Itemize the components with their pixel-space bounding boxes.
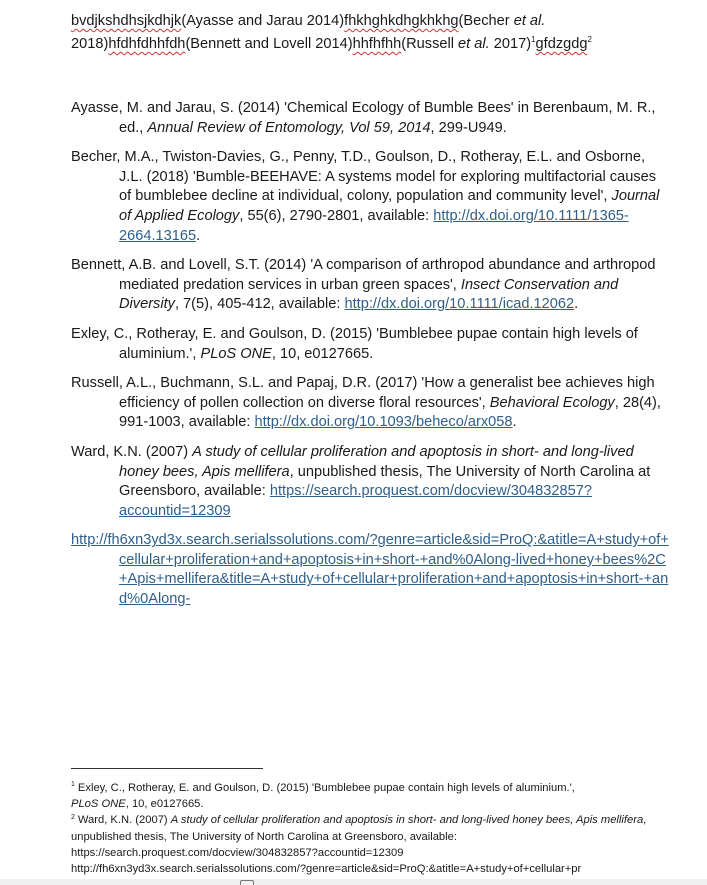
ref-text: . [196,227,201,244]
ref-text: Russell, A.L., Buchmann, S.L. and Papaj, D.R. (2017) 'How a generalist bee achieves high efficiency of pollen collection on diverse floral resources', [71,375,655,411]
footnote-text: , 10, e0127665. [125,798,204,811]
ref-text: , 55(6), 2790-2801, available: [239,207,434,224]
ref-source: Insect Conservation and Diversity [119,276,619,313]
footnote-ref[interactable]: 2 [587,35,592,45]
ref-source: PLoS ONE [200,345,272,362]
footnote-ref[interactable]: 1 [531,35,536,45]
footnote-2 [71,812,675,844]
footnote-source: A study of cellular proliferation and apoptosis in short- and long-lived honey bees, Apis mellifera [170,814,644,827]
citation: (Russell [401,36,459,52]
proquest-link[interactable]: https://search.proquest.com/docview/304832857?accountid=12309 [119,483,592,519]
footnote-2-url [71,861,675,877]
ref-text: , 10, e0127665. [271,345,374,362]
intext-line-1 [71,10,671,33]
footnote-text: Ward, K.N. (2007) [77,814,171,827]
ref-text: . [512,414,517,431]
footnote-url[interactable]: http://fh6xn3yd3x.search.serialssolutions.com/?genre=article&sid=ProQ:&atitle=A+study+of+cellular+pr [71,863,582,876]
intext-line-2 [71,33,671,56]
ref-text: , unpublished thesis, The University of North Carolina at Greensboro, available: [119,463,651,500]
ref-text: Ward, K.N. (2007) [71,443,193,460]
reference-entry [71,443,671,521]
reference-entry [71,531,671,609]
doi-link[interactable]: http://dx.doi.org/10.1093/beheco/arx058 [254,414,513,431]
document-page [71,10,671,620]
footnote-url[interactable]: https://search.proquest.com/docview/304832857?accountid=12309 [71,846,404,859]
serials-link[interactable]: http://fh6xn3yd3x.search.serialssolutions.com/?genre=article&sid=ProQ:&atitle=A+study+of+cellular+proliferation+and+apoptosis+in+short-+and%0Along-lived+honey+bees%2C+Apis+mellifera&title=A+study+of+cellular+proliferation+and+apoptosis+in+short-+and%0Along- [71,532,669,608]
footnotes [71,780,675,877]
citation-etal: et al. [513,13,546,29]
footnote-text: Exley, C., Rotheray, E. and Goulson, D. (2015) 'Bumblebee pupae contain high levels of aluminium.', [77,782,575,794]
citation-etal: et al. [458,36,490,52]
reference-entry [71,325,671,364]
misspelled-word[interactable]: bvdjkshdhsjkdhjk [71,13,182,29]
misspelled-word[interactable]: fhkhghkdhgkhkhg [344,13,459,29]
citation: 2018) [71,36,109,52]
citation: (Becher [458,13,514,29]
misspelled-word[interactable]: hfdhfdhhfdh [108,36,186,52]
reference-entry [71,99,671,138]
ref-text: . [574,296,579,313]
footnote-number: 1 [71,781,75,789]
doi-link[interactable]: http://dx.doi.org/10.1111/1365-2664.13165 [119,207,629,244]
doi-link[interactable]: http://dx.doi.org/10.1111/icad.12062 [344,296,575,313]
ref-text: , 28(4), 991-1003, available: [119,394,661,431]
paste-options-icon[interactable] [240,880,254,885]
ref-text: Ayasse, M. and Jarau, S. (2014) 'Chemical Ecology of Bumble Bees' in Berenbaum, M. R., ed., [71,100,656,136]
ref-text: Becher, M.A., Twiston-Davies, G., Penny, T.D., Goulson, D., Rotheray, E.L. and Osborne, J.L. (2018) 'Bumble-BEEHAVE: A systems model for exploring multifactorial causes of bumblebee decline at individual, colony, population and community level', [71,149,657,205]
footnote-2-url [71,845,675,861]
misspelled-word[interactable]: gfdzgdg [535,36,588,52]
citation: (Ayasse and Jarau 2014) [181,13,345,29]
footnote-separator [71,768,263,769]
status-bar [0,879,707,885]
ref-text: , 299-U949. [430,119,507,136]
ref-source: A study of cellular proliferation and apoptosis in short- and long-lived honey bees, Apis mellifera [119,443,634,480]
footnote-number: 2 [71,813,75,821]
reference-entry [71,148,671,246]
ref-source: Behavioral Ecology [489,394,615,411]
reference-list [71,99,671,610]
misspelled-word[interactable]: hhfhfhh [352,36,402,52]
reference-entry [71,256,671,315]
ref-text: , 7(5), 405-412, available: [174,296,345,313]
reference-entry [71,374,671,433]
citation: (Bennett and Lovell 2014) [185,36,353,52]
footnote-source: PLoS ONE [71,798,126,811]
footnote-1-cont [71,796,675,812]
ref-text: Exley, C., Rotheray, E. and Goulson, D. (2015) 'Bumblebee pupae contain high levels of aluminium.', [71,325,638,362]
citation: 2017) [489,36,532,52]
ref-text: Bennett, A.B. and Lovell, S.T. (2014) 'A comparison of arthropod abundance and arthropod mediated predation services in urban green spaces', [71,257,656,293]
footnote-1 [71,780,675,796]
ref-source: Annual Review of Entomology, Vol 59, 2014 [147,119,431,136]
footnote-text: , unpublished thesis, The University of North Carolina at Greensboro, available: [71,814,647,843]
ref-source: Journal of Applied Ecology [119,188,660,224]
